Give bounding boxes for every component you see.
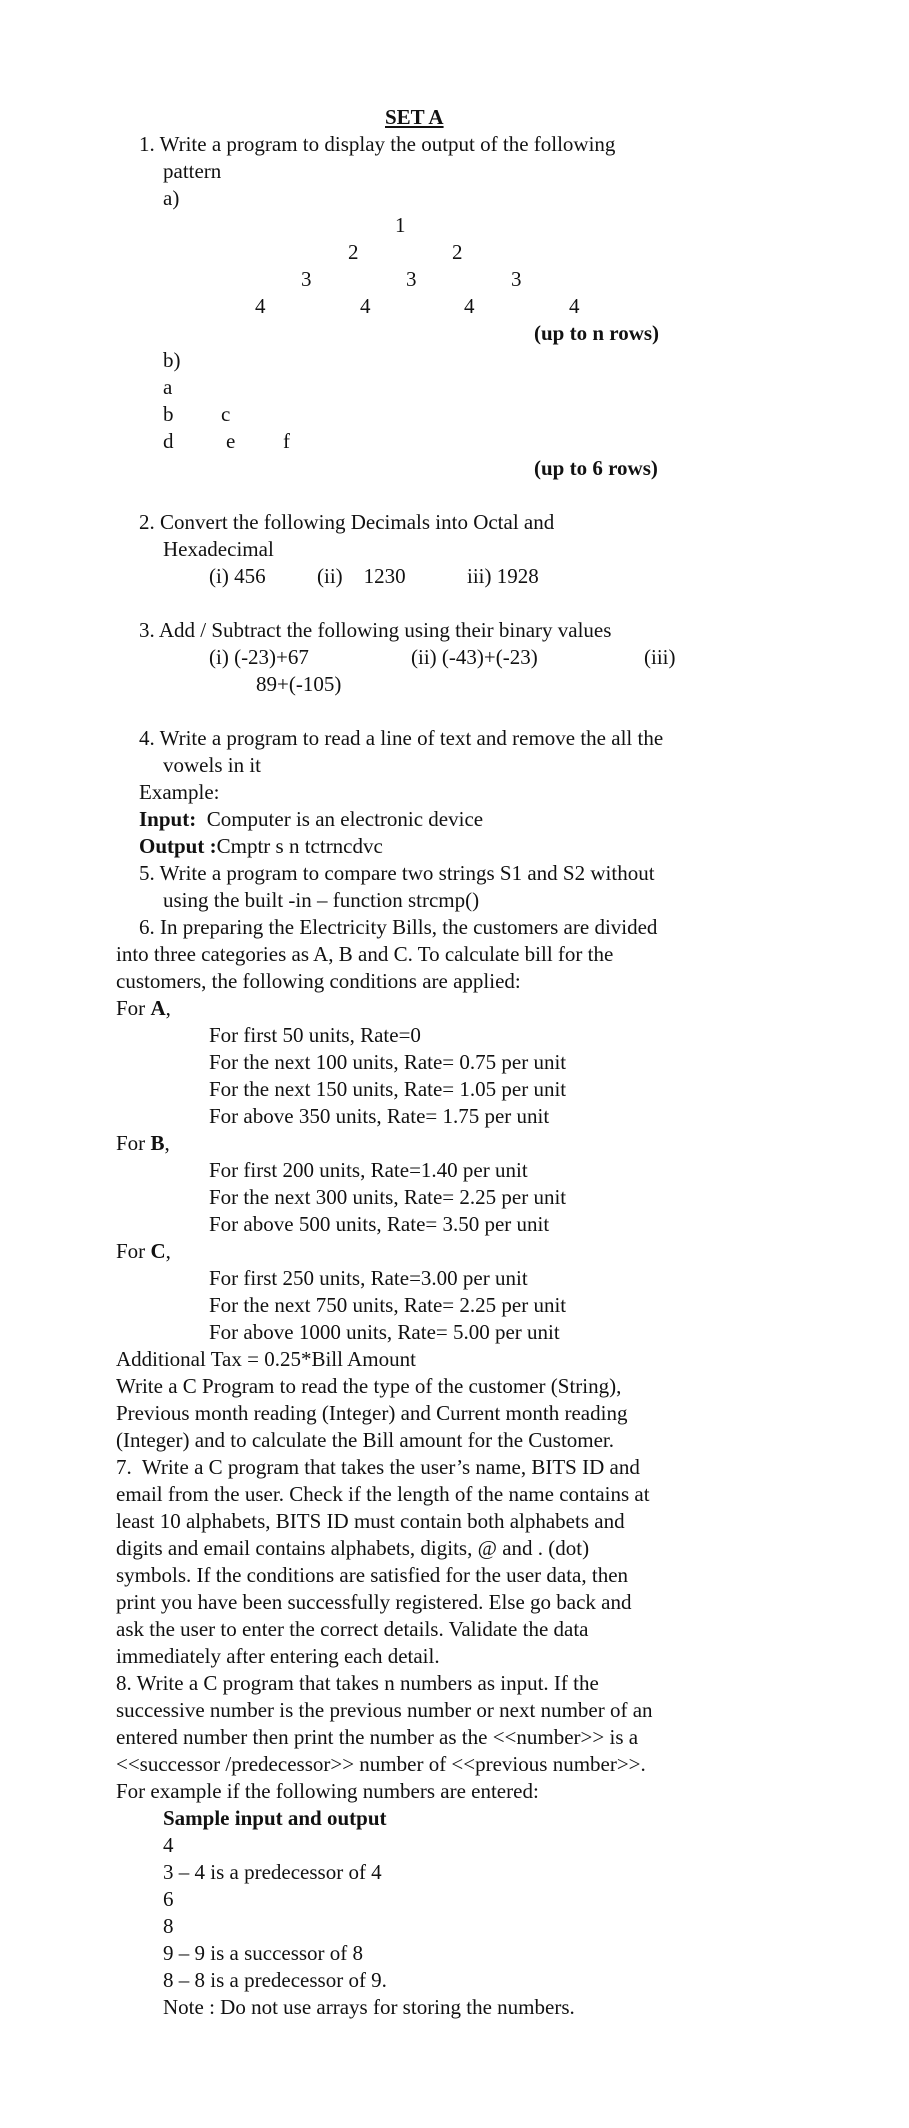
category-prefix: For <box>116 996 151 1020</box>
q4-example: Example: <box>139 780 220 804</box>
rate-line: For the next 100 units, Rate= 0.75 per unit <box>209 1050 567 1074</box>
q1-note-a: (up to n rows) <box>534 321 660 345</box>
category-name: C <box>150 1239 166 1263</box>
pattern-a-cell: 1 <box>395 213 406 237</box>
q4-line2: vowels in it <box>163 753 261 777</box>
q2-item: (ii) 1230 <box>317 564 406 588</box>
pattern-b-cell: e <box>226 429 236 453</box>
q3-item: (i) (-23)+67 <box>209 645 309 669</box>
q3-item: (ii) (-43)+(-23) <box>411 645 538 669</box>
q3-item: (iii) <box>644 645 676 669</box>
category-suffix: , <box>165 1239 171 1263</box>
q6-tail: Additional Tax = 0.25*Bill Amount <box>116 1347 416 1371</box>
rate-line: For the next 150 units, Rate= 1.05 per unit <box>209 1077 567 1101</box>
q7-line: digits and email contains alphabets, digits, @ and . (dot) <box>116 1536 590 1560</box>
pattern-a-cell: 4 <box>360 294 371 318</box>
q8-sample-line: 6 <box>163 1887 174 1911</box>
q7-line: ask the user to enter the correct details. Validate the data <box>116 1617 589 1641</box>
q1-a-label: a) <box>163 186 180 210</box>
pattern-a-cell: 3 <box>511 267 522 291</box>
q1-line1: 1. Write a program to display the output of the following <box>139 132 616 156</box>
pattern-b-cell: c <box>221 402 231 426</box>
q6-line: into three categories as A, B and C. To calculate bill for the <box>116 942 614 966</box>
q1-line2: pattern <box>163 159 222 183</box>
rate-line: For first 250 units, Rate=3.00 per unit <box>209 1266 528 1290</box>
pattern-a-cell: 3 <box>301 267 312 291</box>
q6-category-c <box>116 1238 171 1265</box>
q4-input-label: Input: <box>139 807 197 831</box>
pattern-a-cell: 4 <box>569 294 580 318</box>
q8-line: 8. Write a C program that takes n numbers as input. If the <box>116 1671 599 1695</box>
rate-line: For first 50 units, Rate=0 <box>209 1023 421 1047</box>
q8-line: For example if the following numbers are entered: <box>116 1779 539 1803</box>
category-prefix: For <box>116 1239 151 1263</box>
pattern-a-cell: 2 <box>452 240 463 264</box>
q5-line1: 5. Write a program to compare two strings S1 and S2 without <box>139 861 655 885</box>
q6-line: 6. In preparing the Electricity Bills, the customers are divided <box>139 915 658 939</box>
q7-line: symbols. If the conditions are satisfied for the user data, then <box>116 1563 629 1587</box>
q2-line1: 2. Convert the following Decimals into Octal and <box>139 510 555 534</box>
category-name: A <box>150 996 166 1020</box>
pattern-b-cell: b <box>163 402 174 426</box>
rate-line: For first 200 units, Rate=1.40 per unit <box>209 1158 528 1182</box>
q3-line1: 3. Add / Subtract the following using their binary values <box>139 618 612 642</box>
rate-line: For the next 750 units, Rate= 2.25 per unit <box>209 1293 567 1317</box>
q6-category-a <box>116 995 171 1022</box>
q2-item: (i) 456 <box>209 564 266 588</box>
rate-line: For above 500 units, Rate= 3.50 per unit <box>209 1212 550 1236</box>
q7-line: immediately after entering each detail. <box>116 1644 440 1668</box>
q8-sample-heading: Sample input and output <box>163 1806 387 1830</box>
q8-line: entered number then print the number as the <<number>> is a <box>116 1725 639 1749</box>
q8-sample-line: 3 – 4 is a predecessor of 4 <box>163 1860 382 1884</box>
q6-tail: Write a C Program to read the type of the customer (String), <box>116 1374 622 1398</box>
q6-category-b <box>116 1130 170 1157</box>
pattern-a-cell: 4 <box>255 294 266 318</box>
pattern-b-cell: f <box>283 429 290 453</box>
rate-line: For the next 300 units, Rate= 2.25 per unit <box>209 1185 567 1209</box>
q4-output <box>139 833 383 860</box>
q4-input-value: Computer is an electronic device <box>196 807 484 831</box>
q4-output-label: Output : <box>139 834 217 858</box>
q4-output-value: Cmptr s n tctrncdvc <box>216 834 383 858</box>
q8-sample-line: 9 – 9 is a successor of 8 <box>163 1941 364 1965</box>
q2-line2: Hexadecimal <box>163 537 274 561</box>
q1-b-label: b) <box>163 348 181 372</box>
q6-line: customers, the following conditions are applied: <box>116 969 521 993</box>
category-prefix: For <box>116 1131 151 1155</box>
q4-input <box>139 806 483 833</box>
q7-line: least 10 alphabets, BITS ID must contain both alphabets and <box>116 1509 625 1533</box>
q5-line2: using the built -in – function strcmp() <box>163 888 480 912</box>
q8-sample-line: 4 <box>163 1833 174 1857</box>
pattern-a-cell: 4 <box>464 294 475 318</box>
q7-line: 7. Write a C program that takes the user’s name, BITS ID and <box>116 1455 640 1479</box>
q7-line: print you have been successfully registered. Else go back and <box>116 1590 632 1614</box>
q1-note-b: (up to 6 rows) <box>534 456 658 480</box>
q6-tail: (Integer) and to calculate the Bill amount for the Customer. <box>116 1428 615 1452</box>
category-suffix: , <box>165 996 171 1020</box>
q8-line: successive number is the previous number or next number of an <box>116 1698 653 1722</box>
category-name: B <box>150 1131 165 1155</box>
rate-line: For above 1000 units, Rate= 5.00 per unit <box>209 1320 560 1344</box>
q8-sample-line: 8 <box>163 1914 174 1938</box>
q2-item: iii) 1928 <box>467 564 539 588</box>
q4-line1: 4. Write a program to read a line of text and remove the all the <box>139 726 664 750</box>
q3-wrap: 89+(-105) <box>256 672 342 696</box>
q8-note: Note : Do not use arrays for storing the numbers. <box>163 1995 575 2019</box>
q8-sample-line: 8 – 8 is a predecessor of 9. <box>163 1968 387 1992</box>
pattern-a-cell: 2 <box>348 240 359 264</box>
category-suffix: , <box>164 1131 170 1155</box>
q6-tail: Previous month reading (Integer) and Current month reading <box>116 1401 628 1425</box>
rate-line: For above 350 units, Rate= 1.75 per unit <box>209 1104 550 1128</box>
pattern-b-cell: d <box>163 429 174 453</box>
pattern-b-cell: a <box>163 375 173 399</box>
pattern-a-cell: 3 <box>406 267 417 291</box>
q7-line: email from the user. Check if the length of the name contains at <box>116 1482 650 1506</box>
q8-line: <<successor /predecessor>> number of <<previous number>>. <box>116 1752 646 1776</box>
page-title: SET A <box>385 105 444 129</box>
